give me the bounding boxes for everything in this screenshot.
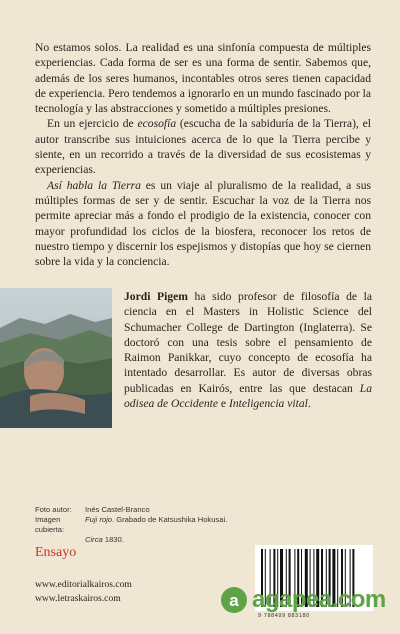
- author-bio: Jordi Pigem ha sido profesor de filosofía de la ciencia en el Masters in Holistic Science del Schumacher College de Dartington (Inglaterra). Se doctoró con una tesis sobre el pensamiento de Raimon Panikkar, cuyo concepto de ecosofía ha intentado desarrollar. Es autor de diversas obras publicadas en Kairós, entre las que destacan La odisea de Occidente e Inteligencia vital.: [124, 290, 373, 411]
- agapea-logo-icon: [220, 586, 248, 614]
- link-editorialkairos[interactable]: www.editorialkairos.com: [35, 579, 132, 590]
- back-cover-blurb: [35, 40, 371, 269]
- term-ecosofia: ecosofía: [137, 117, 177, 131]
- publisher-links: [35, 578, 132, 606]
- watermark-text: agapea.com: [252, 586, 386, 613]
- link-letraskairos[interactable]: www.letraskairos.com: [35, 593, 121, 604]
- book-title-inteligencia: Inteligencia vital: [228, 397, 308, 411]
- cover-credit: Imagen cubierta: Fuji rojo. Grabado de Katsushika Hokusai.: [35, 515, 228, 534]
- cover-credit-date: Circa 1830.: [85, 535, 124, 544]
- svg-text:a: a: [229, 591, 239, 610]
- author-photo: [0, 288, 112, 428]
- book-title-odisea: La odisea de Occidente: [124, 381, 372, 411]
- book-title: Así habla la Tierra: [47, 178, 141, 192]
- watermark-logo: [220, 575, 395, 625]
- isbn-digits: 9 788499 883180: [258, 613, 310, 619]
- blurb-paragraph-1: No estamos solos. La realidad es una sinfonía compuesta de múltiples experiencias. Cada forma de ser es una forma de sentir. Sabemos que, además de los seres humanos, incontables otros seres tienen capacidad de experiencia. Pero tendemos a ignorarlo en un mundo fascinado por la tecnología y las abstracciones y sometido a múltiples presiones.: [35, 41, 371, 116]
- blurb-paragraph-3: Así habla la Tierra es un viaje al pluralismo de la realidad, a sus múltiples formas de ser y de sentir. Escuchar la voz de la Tierra nos permite apreciar más a fondo el prodigio de la existencia, conocer con mayor profundidad los ciclos de la biosfera, reconocer los retos de nuestro tiempo y discernir los espejismos y distopías que hoy se ciernen sobre la vida y la conciencia.: [35, 178, 372, 269]
- author-name: Jordi Pigem: [124, 290, 188, 303]
- image-credits: [35, 505, 285, 545]
- blurb-paragraph-2: En un ejercicio de ecosofía (escucha de la sabiduría de la Tierra), el autor transcribe sus intuiciones acerca de lo que la Tierra percibe y siente, en un recorrido a través de la diversidad de sus ecosistemas y experiencias.: [35, 117, 371, 177]
- author-portrait-image: [0, 288, 112, 428]
- category-label: Ensayo: [35, 545, 77, 560]
- photo-credit: Foto autor: Inés Castel-Branco: [35, 505, 150, 514]
